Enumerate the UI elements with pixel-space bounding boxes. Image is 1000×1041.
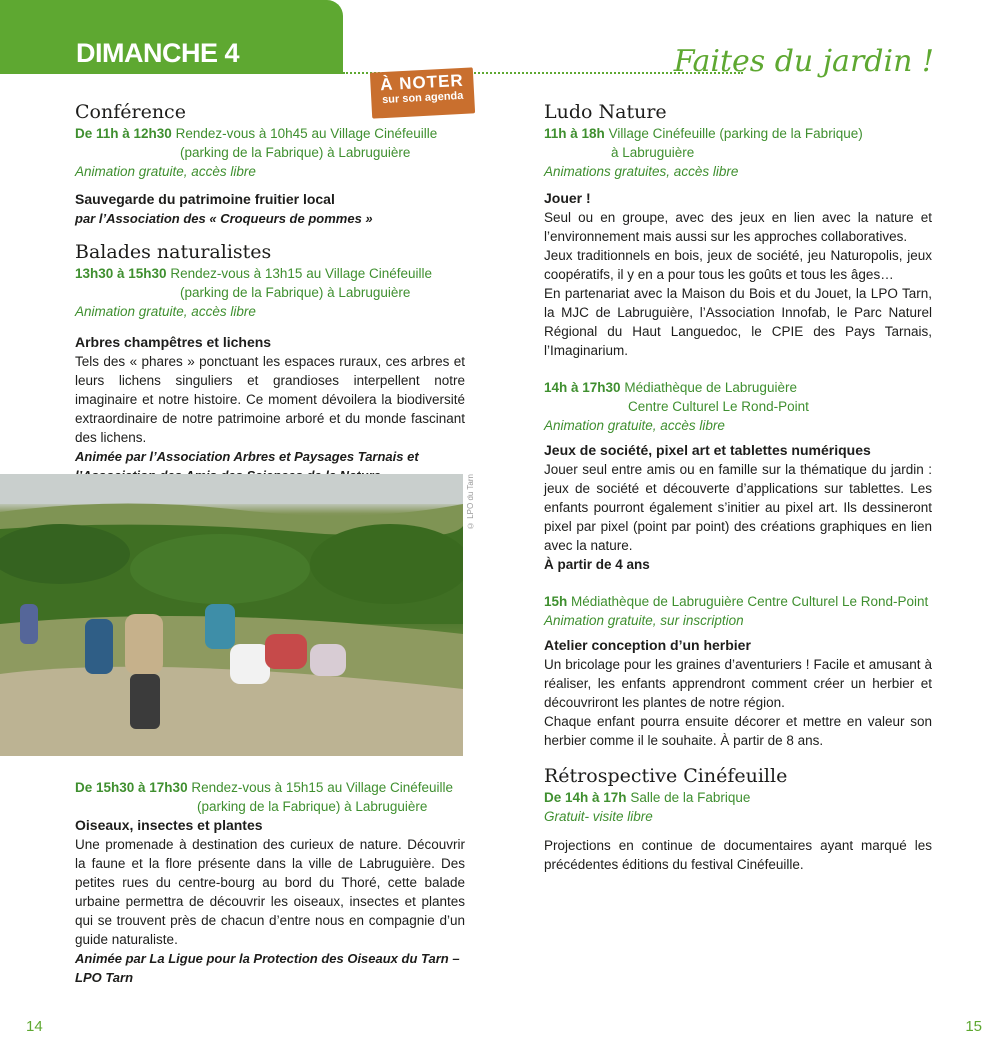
header-banner: [0, 0, 343, 99]
oiseaux-time: De 15h30 à 17h30: [75, 780, 188, 795]
oiseaux-subtitle: Oiseaux, insectes et plantes: [75, 817, 263, 833]
conference-time: De 11h à 12h30: [75, 126, 172, 141]
pixel-place2: Centre Culturel Le Rond-Point: [628, 399, 809, 414]
photo-illustration: [0, 474, 463, 756]
page-number-right: 15: [965, 1018, 982, 1035]
balades-note: Animation gratuite, accès libre: [75, 304, 256, 319]
nature-walk-photo: [0, 474, 463, 756]
herbier-note: Animation gratuite, sur inscription: [544, 613, 744, 628]
herbier-text-1: Un bricolage pour les graines d’aventuriers ! Facile et amusant à réaliser, les enfants apprendront comment créer un herbier et découvriront les plantes de notre région.: [544, 657, 932, 710]
ludo-text-1: Seul ou en groupe, avec des jeux en lien avec la nature et l’environnement mais aussi sur les approches collaboratives.: [544, 210, 932, 244]
ludo-time: 11h à 18h: [544, 126, 605, 141]
ludo-text-2: Jeux traditionnels en bois, jeux de société, jeu Naturopolis, jeux coopératifs, il y en a pour tous les goûts et tous les âges…: [544, 248, 932, 282]
conference-note: Animation gratuite, accès libre: [75, 164, 256, 179]
herbier-subtitle: Atelier conception d’un herbier: [544, 637, 751, 653]
page-title: DIMANCHE 4 OCTOBRE: [76, 38, 240, 99]
ludo-note: Animations gratuites, accès libre: [544, 164, 739, 179]
ludo-subtitle: Jouer !: [544, 190, 591, 206]
pixel-subtitle: Jeux de société, pixel art et tablettes numériques: [544, 442, 871, 458]
pixel-place: Médiathèque de Labruguière: [624, 380, 797, 395]
section-title: Faites du jardin !: [673, 44, 934, 79]
right-column: [544, 100, 932, 874]
photo-credit: © LPO du Tarn: [466, 474, 475, 530]
balades-time: 13h30 à 15h30: [75, 266, 167, 281]
oiseaux-by: Animée par La Ligue pour la Protection des Oiseaux du Tarn – LPO Tarn: [75, 951, 460, 985]
badge-line2: sur son agenda: [381, 89, 464, 107]
conference-place2: (parking de la Fabrique) à Labruguière: [180, 145, 411, 160]
conference-subtitle: Sauvegarde du patrimoine fruitier local: [75, 191, 335, 207]
left-column-top: [75, 100, 465, 485]
retro-time: De 14h à 17h: [544, 790, 627, 805]
left-column-bottom: [75, 778, 465, 987]
oiseaux-place: Rendez-vous à 15h15 au Village Cinéfeuille: [191, 780, 454, 795]
balades-by: Animée par l’Association Arbres et Paysages Tarnais et: [75, 449, 419, 464]
conference-place: Rendez-vous à 10h45 au Village Cinéfeuille: [175, 126, 438, 141]
retro-title: Rétrospective Cinéfeuille: [544, 765, 788, 787]
badge-line1: À NOTER: [379, 70, 465, 95]
ludo-place2: à Labruguière: [611, 145, 695, 160]
oiseaux-place2: (parking de la Fabrique) à Labruguière: [197, 799, 428, 814]
balades-place2: (parking de la Fabrique) à Labruguière: [180, 285, 411, 300]
pixel-age: À partir de 4 ans: [544, 557, 650, 572]
balades-text: Tels des « phares » ponctuant les espaces ruraux, ces arbres et leurs lichens singuliers et grandioses interpellent notre imaginaire et notre histoire. Ce moment dévoilera la biodiversité extraordinaire de notre patrimoine arboré et du monde fascinant des lichens.: [75, 354, 465, 445]
page-number-left: 14: [26, 1018, 43, 1035]
retro-place: Salle de la Fabrique: [630, 790, 751, 805]
pixel-note: Animation gratuite, accès libre: [544, 418, 725, 433]
balades-title: Balades naturalistes: [75, 241, 272, 263]
ludo-text-3: En partenariat avec la Maison du Bois et du Jouet, la LPO Tarn, la MJC de Labruguière, l’Association Innofab, le Parc Naturel Régional du Haut Languedoc, le CPIE des Pays Tarnais, l’Imaginarium.: [544, 286, 932, 358]
conference-title: Conférence: [75, 101, 186, 123]
balades-subtitle: Arbres champêtres et lichens: [75, 334, 272, 350]
ludo-place: Village Cinéfeuille (parking de la Fabrique): [608, 126, 863, 141]
retro-note: Gratuit- visite libre: [544, 809, 653, 824]
herbier-time: 15h: [544, 594, 568, 609]
balades-place: Rendez-vous à 13h15 au Village Cinéfeuille: [170, 266, 433, 281]
pixel-time: 14h à 17h30: [544, 380, 621, 395]
herbier-text-2: Chaque enfant pourra ensuite décorer et mettre en valeur son herbier comme il le souhaite. À partir de 8 ans.: [544, 714, 932, 748]
conference-by: par l’Association des « Croqueurs de pommes »: [75, 211, 373, 226]
herbier-place: Médiathèque de Labruguière Centre Culturel Le Rond-Point: [571, 594, 929, 609]
pixel-text: Jouer seul entre amis ou en famille sur la thématique du jardin : jeux de société et découverte d’applications sur tablettes. Les enfants pourront également s’initier au pixel art. Ils dessineront pixel par pixel (point par point) des créations graphiques en lien avec la nature.: [544, 462, 932, 553]
retro-text: Projections en continue de documentaires ayant marqué les précédentes éditions du festival Cinéfeuille.: [544, 838, 932, 872]
ludo-title: Ludo Nature: [544, 101, 667, 123]
oiseaux-text: Une promenade à destination des curieux de nature. Découvrir la faune et la flore présente dans la ville de Labruguière. Des petites rues du centre-bourg au bord du Thoré, cette balade urbaine permettra de découvrir les oiseaux, insectes et plantes qui se trouvent près de chacun d’entre nous en compagnie d’un guide naturaliste.: [75, 837, 465, 947]
